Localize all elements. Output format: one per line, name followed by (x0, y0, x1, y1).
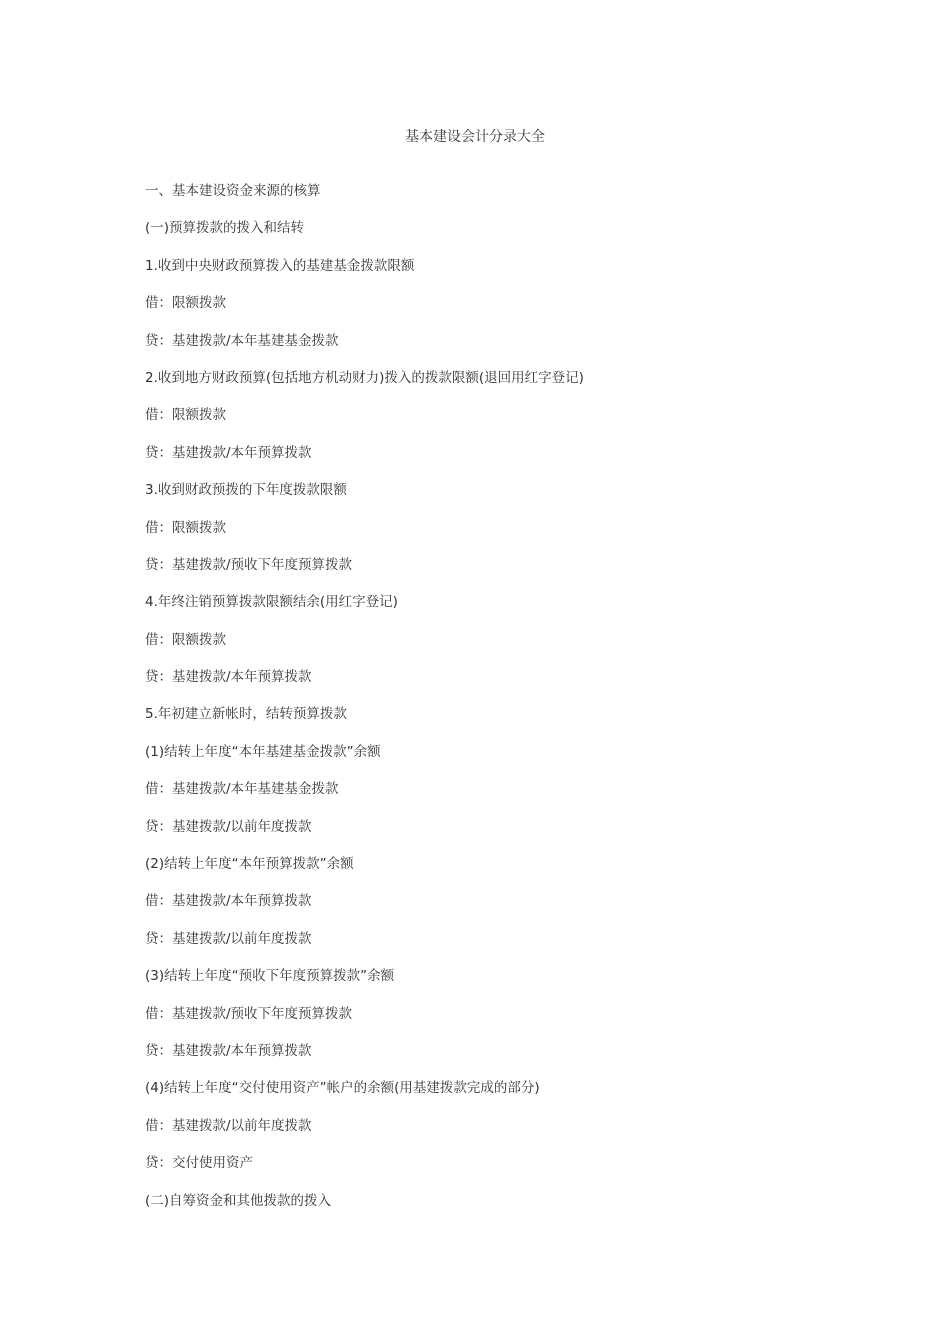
text-line: 借：基建拨款/本年基建基金拨款 (145, 781, 339, 798)
text-line: 1.收到中央财政预算拨入的基建基金拨款限额 (145, 257, 415, 274)
text-line: 贷：基建拨款/本年预算拨款 (145, 1042, 312, 1059)
text-line: (4)结转上年度“交付使用资产”帐户的余额(用基建拨款完成的部分) (145, 1080, 540, 1097)
text-line: 借：限额拨款 (145, 519, 226, 536)
text-line: (3)结转上年度“预收下年度预算拨款”余额 (145, 968, 395, 985)
text-line: 借：基建拨款/本年预算拨款 (145, 893, 312, 910)
text-line: 4.年终注销预算拨款限额结余(用红字登记) (145, 594, 398, 611)
text-line: (一)预算拨款的拨入和结转 (145, 220, 305, 237)
text-line: (2)结转上年度“本年预算拨款”余额 (145, 856, 354, 873)
text-line: 贷：基建拨款/本年基建基金拨款 (145, 332, 339, 349)
text-line: 贷：基建拨款/本年预算拨款 (145, 444, 312, 461)
text-line: 借：基建拨款/预收下年度预算拨款 (145, 1005, 353, 1022)
text-line: 借：基建拨款/以前年度拨款 (145, 1117, 312, 1134)
text-line: 贷：基建拨款/以前年度拨款 (145, 930, 312, 947)
text-line: (1)结转上年度“本年基建基金拨款”余额 (145, 743, 381, 760)
text-line: 贷：基建拨款/预收下年度预算拨款 (145, 556, 353, 573)
text-line: (二)自筹资金和其他拨款的拨入 (145, 1192, 332, 1209)
document-body (145, 181, 845, 1228)
text-line: 贷：基建拨款/以前年度拨款 (145, 818, 312, 835)
text-line: 贷：基建拨款/本年预算拨款 (145, 669, 312, 686)
text-line: 贷：交付使用资产 (145, 1155, 253, 1172)
text-line: 借：限额拨款 (145, 631, 226, 648)
text-line: 借：限额拨款 (145, 295, 226, 312)
text-line: 借：限额拨款 (145, 407, 226, 424)
text-line: 5.年初建立新帐时，结转预算拨款 (145, 706, 347, 723)
text-line: 2.收到地方财政预算(包括地方机动财力)拨入的拨款限额(退回用红字登记) (145, 369, 584, 386)
document-title: 基本建设会计分录大全 (405, 129, 545, 145)
text-line: 一、基本建设资金来源的核算 (145, 183, 321, 199)
text-line: 3.收到财政预拨的下年度拨款限额 (145, 482, 347, 499)
